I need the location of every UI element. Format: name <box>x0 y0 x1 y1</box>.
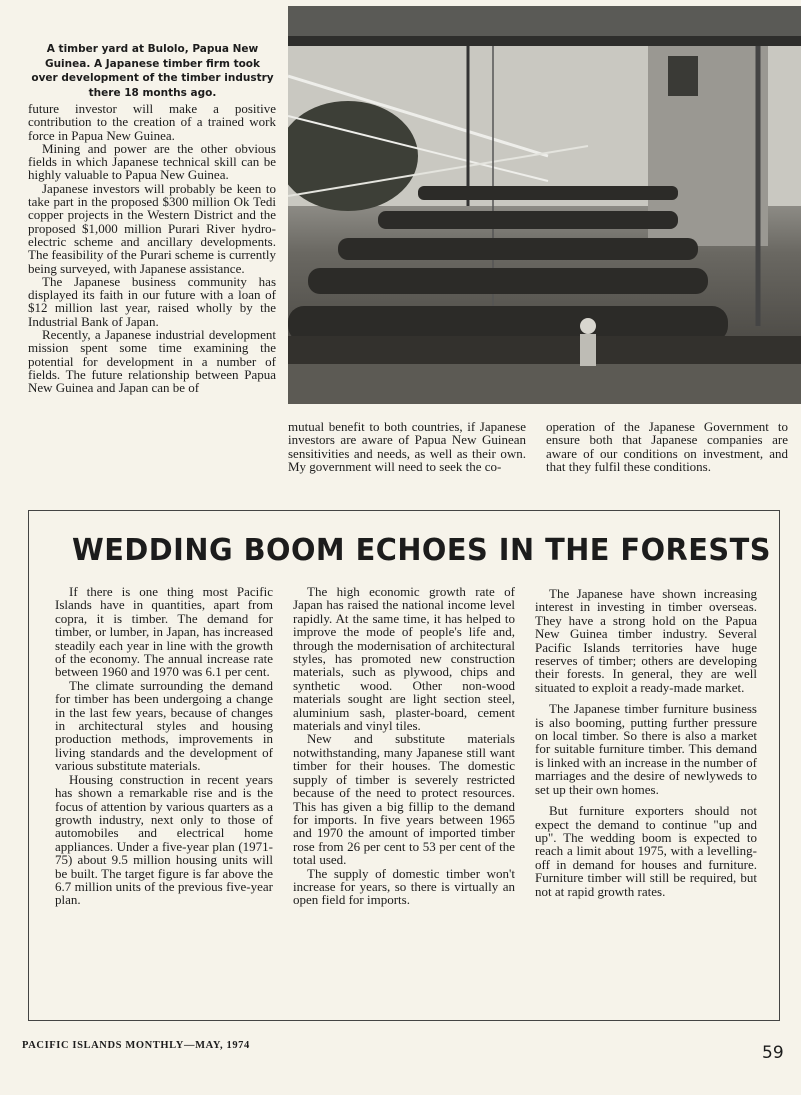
paragraph: The climate surrounding the demand for timber has been undergoing a change in the last few years, because of changes in architectural styles and housing production methods, improvements in living standards and the development of various substitute materials. <box>55 677 273 774</box>
paragraph: The supply of domestic timber won't increase for years, so there is virtually an open field for imports. <box>293 865 515 908</box>
paragraph: The Japanese have shown increasing interest in investing in timber overseas. They have a strong hold on the Papua New Guinea timber industry. Several Pacific Islands territories have huge reserves of timber; others are developing their forests. In general, they are well situated to exploit a ready-made market. <box>535 586 757 695</box>
paragraph: future investor will make a positive contribution to the creation of a trained work force in Papua New Guinea. <box>28 101 276 143</box>
paragraph: The Japanese timber furniture business is also booming, putting further pressure on local timber. So there is also a market for suitable furniture timber. This demand is linked with an increase in the number of marriages and the desire of newlyweds to set up their own homes. <box>535 701 757 797</box>
paragraph: The Japanese business community has displayed its faith in our future with a loan of $12 million last year, raised wholly by the Industrial Bank of Japan. <box>28 273 276 329</box>
feature-column-1 <box>55 585 273 907</box>
feature-column-2 <box>293 585 515 907</box>
top-article-column-1 <box>28 102 276 395</box>
paragraph: The high economic growth rate of Japan has raised the national income level rapidly. At the same time, it has helped to improve the mode of people's life and, through the modernisation of architectural styles, has promoted new construction materials, such as plywood, chips and synthetic wood. Other non-wood materials sought are light section steel, aluminium sash, plaster-board, cement materials and vinyl tiles. <box>293 584 515 734</box>
paragraph: But furniture exporters should not expect the demand to continue "up and up". The wedding boom is expected to reach a limit about 1975, with a levelling-off in demand for houses and furniture. Furniture timber will still be required, but not at rapid growth rates. <box>535 803 757 899</box>
feature-headline: WEDDING BOOM ECHOES IN THE FORESTS <box>72 533 771 568</box>
paragraph: If there is one thing most Pacific Islands have in quantities, apart from copra, it is timber. The demand for timber, or lumber, in Japan, has increased steadily each year in line with the growth of the economy. The annual increase rate between 1960 and 1970 was 6.1 per cent. <box>55 584 273 680</box>
paragraph: Mining and power are the other obvious fields in which Japanese technical skill can be highly valuable to Papua New Guinea. <box>28 140 276 183</box>
page-number: 59 <box>762 1043 784 1063</box>
top-article-column-3 <box>546 420 788 473</box>
feature-column-3 <box>535 587 757 898</box>
paragraph: mutual benefit to both countries, if Japanese investors are aware of Papua New Guinean sensitivities and needs, as well as their own. My government will need to seek the co- <box>288 419 526 474</box>
top-article-column-2 <box>288 420 526 473</box>
timber-yard-photo <box>288 6 801 404</box>
paragraph: New and substitute materials notwithstanding, many Japanese still want timber for their houses. The domestic supply of timber is severely restricted because of the need to protect resources. This has given a big fillip to the demand for imports. In five years between 1965 and 1970 the amount of imported timber rose from 26 per cent to 53 per cent of the total used. <box>293 731 515 868</box>
paragraph: Recently, a Japanese industrial development mission spent some time examining the potential for development in a number of fields. The future relationship between Papua New Guinea and Japan can be of <box>28 327 276 396</box>
paragraph: Housing construction in recent years has shown a remarkable rise and is the focus of attention by various quarters as a growth industry, next only to those of automobiles and electrical home appliances. Under a five-year plan (1971-75) about 9.5 million housing units will be built. The target figure is far above the 6.7 million units of the previous five-year plan. <box>55 771 273 908</box>
magazine-footer: PACIFIC ISLANDS MONTHLY—MAY, 1974 <box>22 1040 250 1051</box>
timber-yard-illustration <box>288 6 801 404</box>
paragraph: Japanese investors will probably be keen to take part in the proposed $300 million Ok Tedi copper projects in the Western District and the proposed $1,000 million Purari River hydro-electric scheme and ancillary developments. The feasibility of the Purari scheme is currently being surveyed, with Japanese assistance. <box>28 180 277 276</box>
photo-caption: A timber yard at Bulolo, Papua New Guinea. A Japanese timber firm took over development of the timber industry there 18 months ago. <box>31 43 274 99</box>
paragraph: operation of the Japanese Government to ensure both that Japanese companies are aware of our conditions on investment, and that they fulfil these conditions. <box>546 419 788 474</box>
